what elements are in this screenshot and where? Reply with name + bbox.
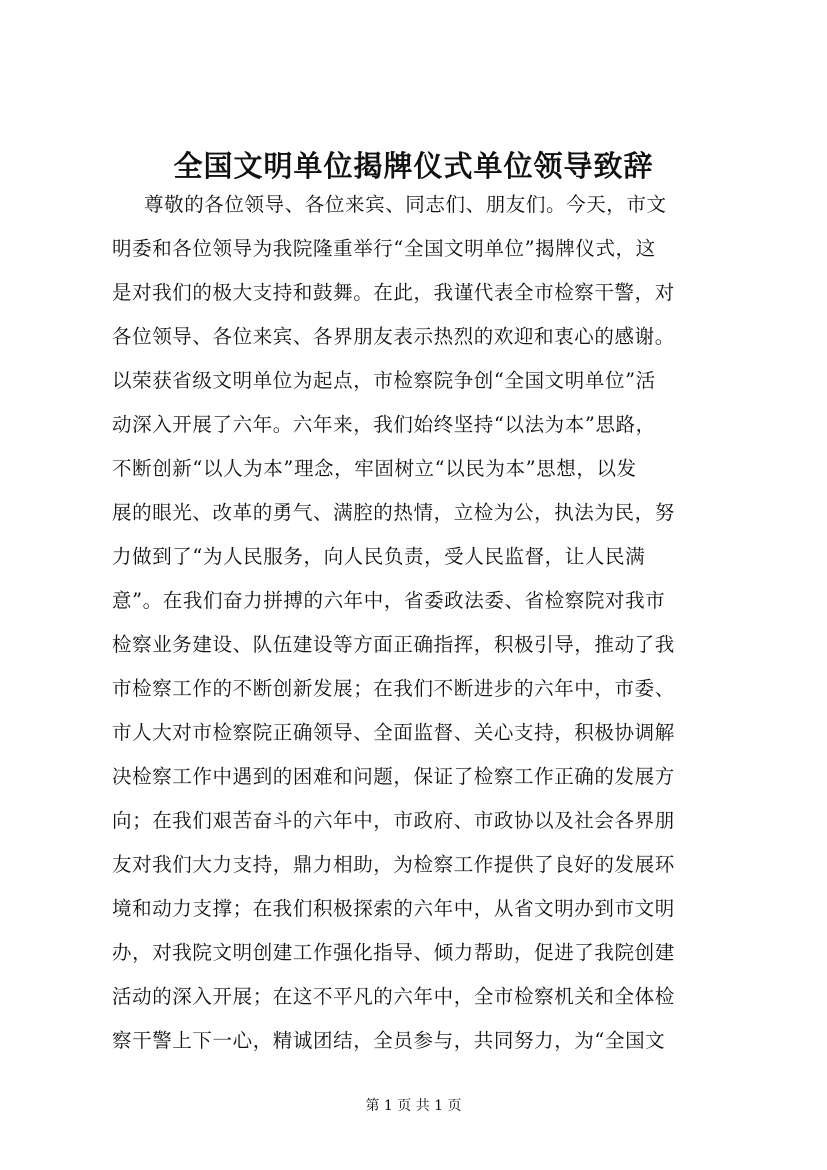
body-line: 动深入开展了六年。六年来，我们始终坚持“以法为本”思路， xyxy=(112,413,656,436)
body-line: 检察业务建设、队伍建设等方面正确指挥，积极引导，推动了我 xyxy=(112,633,675,656)
body-line: 以荣获省级文明单位为起点，市检察院争创“全国文明单位”活 xyxy=(112,369,656,392)
document-title: 全国文明单位揭牌仪式单位领导致辞 xyxy=(173,149,654,183)
body-line: 活动的深入开展；在这不平凡的六年中，全市检察机关和全体检 xyxy=(112,985,675,1008)
body-line: 展的眼光、改革的勇气、满腔的热情，立检为公，执法为民，努 xyxy=(112,501,675,524)
body-line: 明委和各位领导为我院隆重举行“全国文明单位”揭牌仪式，这 xyxy=(112,237,656,260)
body-line: 意”。在我们奋力拼搏的六年中，省委政法委、省检察院对我市 xyxy=(112,589,666,612)
page-footer: 第 1 页 共 1 页 xyxy=(365,1098,462,1114)
body-line: 市检察工作的不断创新发展；在我们不断进步的六年中，市委、 xyxy=(112,677,675,700)
body-line: 不断创新“以人为本”理念，牢固树立“以民为本”思想，以发 xyxy=(112,457,637,480)
body-line: 办，对我院文明创建工作强化指导、倾力帮助，促进了我院创建 xyxy=(112,941,675,964)
body-line: 尊敬的各位领导、各位来宾、同志们、朋友们。今天，市文 xyxy=(144,193,667,216)
body-line: 各位领导、各位来宾、各界朋友表示热烈的欢迎和衷心的感谢。 xyxy=(112,325,675,348)
body-line: 友对我们大力支持，鼎力相助，为检察工作提供了良好的发展环 xyxy=(112,853,675,876)
body-line: 察干警上下一心，精诚团结，全员参与，共同努力，为“全国文 xyxy=(112,1029,666,1052)
body-line: 境和动力支撑；在我们积极探索的六年中，从省文明办到市文明 xyxy=(112,897,675,920)
body-line: 力做到了“为人民服务，向人民负责，受人民监督，让人民满 xyxy=(112,545,646,568)
body-line: 是对我们的极大支持和鼓舞。在此，我谨代表全市检察干警，对 xyxy=(112,281,675,304)
body-line: 市人大对市检察院正确领导、全面监督、关心支持，积极协调解 xyxy=(112,721,675,744)
body-line: 向；在我们艰苦奋斗的六年中，市政府、市政协以及社会各界朋 xyxy=(112,809,675,832)
body-line: 决检察工作中遇到的困难和问题，保证了检察工作正确的发展方 xyxy=(112,765,675,788)
